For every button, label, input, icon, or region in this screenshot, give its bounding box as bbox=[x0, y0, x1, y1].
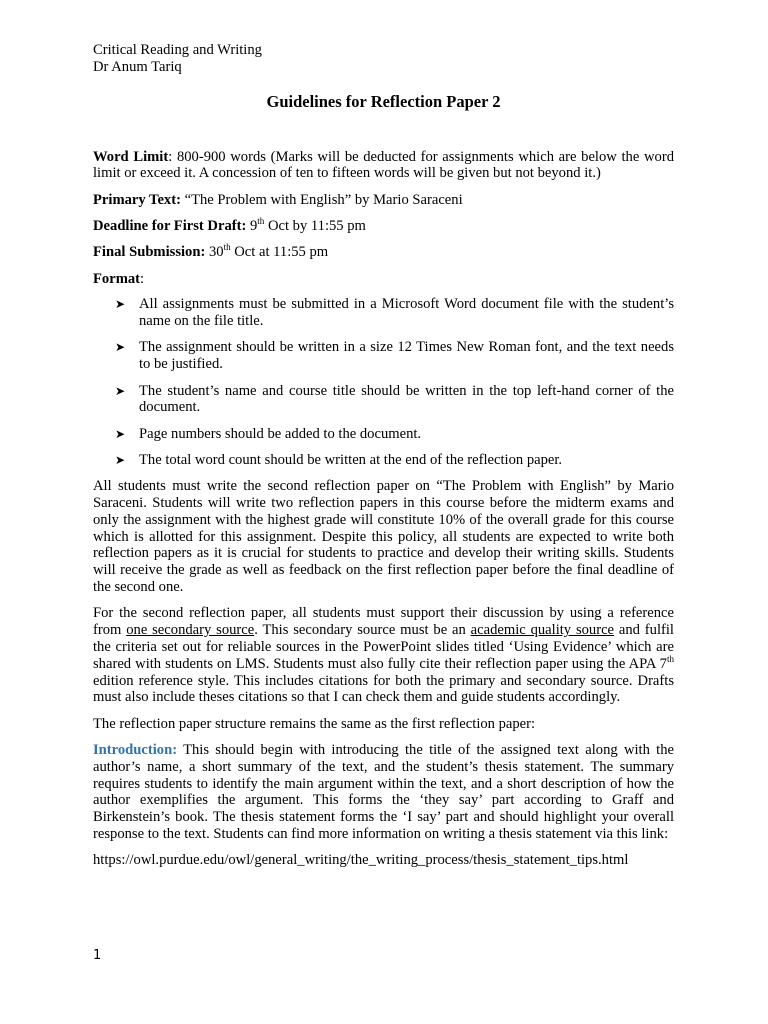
apa-edition-sup: th bbox=[666, 653, 674, 664]
body-paragraph-1: All students must write the second reflection paper on “The Problem with English” by Mario Saraceni. Students will write two reflection papers in this course before the midterm exams and only the assignment with the highest grade will constitute 10% of the overall grade for this course which is allotted for this assignment. Despite this policy, all students are expected to write both reflection papers as it is crucial for students to practice and develop their writing skills. Students will receive the grade as well as feedback on the first reflection paper before the final deadline of the second one. bbox=[93, 478, 674, 596]
thesis-statement-link[interactable]: https://owl.purdue.edu/owl/general_writing/the_writing_process/thesis_statement_tips.html bbox=[93, 852, 629, 869]
arrow-bullet-icon: ➤ bbox=[115, 340, 126, 355]
format-item-text: The total word count should be written at the end of the reflection paper. bbox=[139, 451, 563, 468]
primary-text-field bbox=[93, 192, 674, 209]
deadline-field bbox=[93, 218, 674, 235]
arrow-bullet-icon: ➤ bbox=[115, 383, 126, 398]
format-item-text: The assignment should be written in a size 12 Times New Roman font, and the text needs to be justified. bbox=[139, 339, 674, 373]
format-label: Format bbox=[93, 270, 141, 287]
primary-text-label: Primary Text: bbox=[93, 191, 181, 208]
word-limit-text: : 800-900 words (Marks will be deducted for assignments which are below the word limit or exceed it. A concession of ten to fifteen words will be given but not beyond it.) bbox=[93, 148, 674, 182]
word-limit-label: Word Limit bbox=[93, 148, 169, 165]
list-item bbox=[93, 296, 674, 330]
one-secondary-source-underline: one secondary source bbox=[126, 622, 255, 639]
introduction-paragraph bbox=[93, 742, 674, 843]
format-field bbox=[93, 271, 674, 288]
academic-quality-source-underline: academic quality source bbox=[470, 622, 615, 639]
word-limit-field bbox=[93, 149, 674, 183]
para2-text-b: . This secondary source must be an bbox=[254, 622, 471, 639]
introduction-text: This should begin with introducing the title of the assigned text along with the author’s name, a short summary of the text, and the student’s thesis statement. The summary requires students to identify the main argument within the text, and a short description of how the author exemplifies the argument. This forms the ‘they say’ part according to Graff and Birkenstein’s book. The thesis statement forms the ‘I say’ part and should highlight your overall response to the text. Students can find more information on writing a thesis statement via this link: bbox=[93, 741, 674, 842]
document-page bbox=[93, 42, 674, 869]
body-paragraph-3: The reflection paper structure remains the same as the first reflection paper: bbox=[93, 715, 536, 732]
deadline-day: 9 bbox=[246, 217, 258, 234]
format-colon: : bbox=[140, 270, 145, 287]
deadline-sup: th bbox=[257, 216, 265, 227]
final-submission-label: Final Submission: bbox=[93, 244, 206, 261]
deadline-rest: Oct by 11:55 pm bbox=[264, 217, 366, 234]
page-number: 1 bbox=[93, 948, 102, 963]
list-item bbox=[93, 339, 674, 373]
list-item bbox=[93, 383, 674, 417]
instructor-name: Dr Anum Tariq bbox=[93, 58, 182, 75]
para2-text-c: and fulfil the criteria set out for reliable sources in the PowerPoint slides titled ‘Using Evidence’ which are shared with students on LMS. Students must also fully cite their reflection paper using the APA 7 bbox=[93, 622, 674, 672]
final-submission-field bbox=[93, 244, 674, 261]
introduction-heading: Introduction: bbox=[93, 741, 178, 758]
arrow-bullet-icon: ➤ bbox=[115, 452, 126, 467]
format-item-text: The student’s name and course title should be written in the top left-hand corner of the document. bbox=[139, 382, 674, 416]
document-title: Guidelines for Reflection Paper 2 bbox=[266, 91, 501, 111]
arrow-bullet-icon: ➤ bbox=[115, 297, 126, 312]
final-rest: Oct at 11:55 pm bbox=[230, 244, 329, 261]
format-item-text: All assignments must be submitted in a Microsoft Word document file with the student’s name on the file title. bbox=[139, 296, 674, 330]
list-item bbox=[93, 426, 674, 443]
final-sup: th bbox=[223, 242, 231, 253]
course-name: Critical Reading and Writing bbox=[93, 42, 262, 58]
format-item-text: Page numbers should be added to the document. bbox=[139, 425, 422, 442]
final-day: 30 bbox=[205, 244, 224, 261]
para2-text-d: edition reference style. This includes citations for both the primary and secondary source. Drafts must also include theses citations so that I can check them and guide students accordingly. bbox=[93, 672, 674, 706]
deadline-label: Deadline for First Draft: bbox=[93, 217, 247, 234]
list-item bbox=[93, 452, 674, 469]
primary-text-value: “The Problem with English” by Mario Saraceni bbox=[180, 191, 463, 208]
body-paragraph-2 bbox=[93, 605, 674, 706]
para2-text-a: For the second reflection paper, all students must support their discussion by using a reference from bbox=[93, 605, 674, 639]
format-list bbox=[93, 296, 674, 468]
arrow-bullet-icon: ➤ bbox=[115, 426, 126, 441]
